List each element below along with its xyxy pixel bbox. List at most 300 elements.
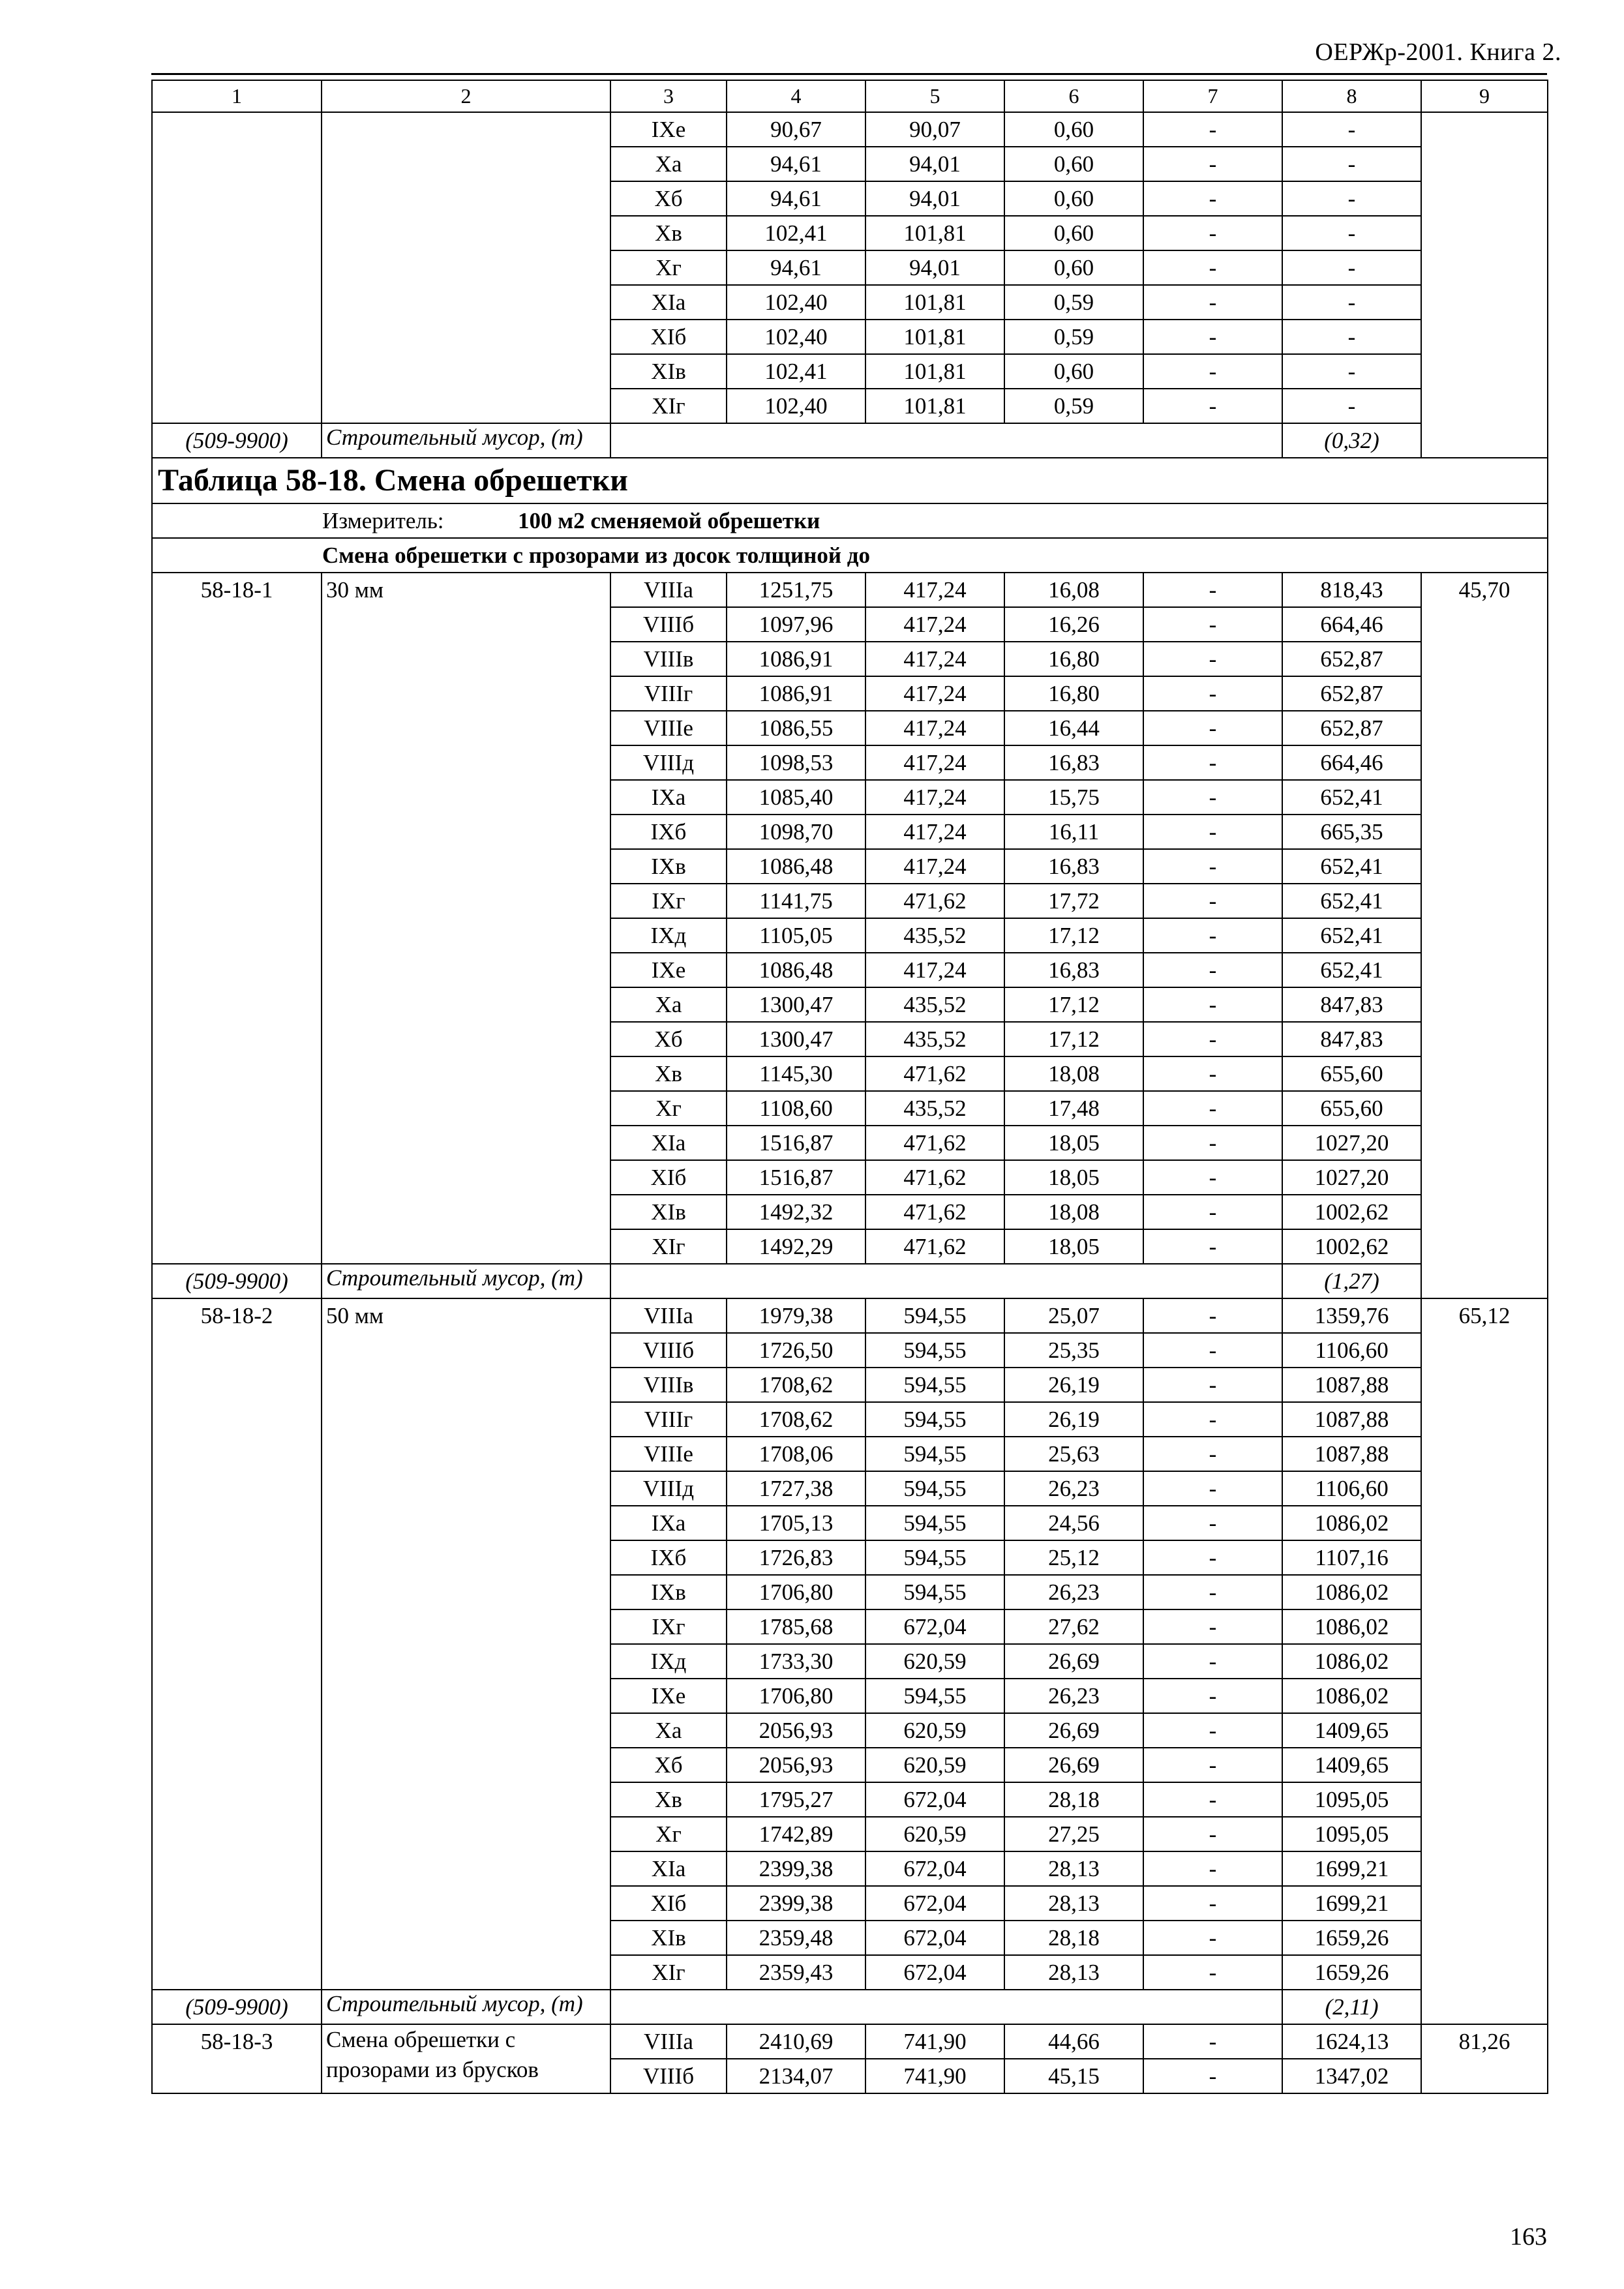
resource-class-cell: IXд (610, 918, 727, 953)
materials-cell: 1086,02 (1282, 1609, 1421, 1644)
materials-cell: 1659,26 (1282, 1921, 1421, 1955)
drivers-wages-cell: - (1143, 1851, 1282, 1886)
rates-table-container (151, 80, 1547, 2094)
section-subheading: Смена обрешетки с прозорами из досок толщиной до (152, 538, 1548, 573)
wages-cell: 471,62 (865, 1160, 1004, 1195)
total-cost-cell: 1105,05 (727, 918, 865, 953)
drivers-wages-cell: - (1143, 354, 1282, 389)
wages-cell: 672,04 (865, 1851, 1004, 1886)
materials-cell: 1106,60 (1282, 1471, 1421, 1506)
resource-class-cell: VIIIв (610, 1368, 727, 1402)
waste-code-cell: (509-9900) (152, 1264, 322, 1298)
total-cost-cell: 2410,69 (727, 2024, 865, 2059)
drivers-wages-cell: - (1143, 1471, 1282, 1506)
resource-class-cell: IXг (610, 1609, 727, 1644)
drivers-wages-cell: - (1143, 1713, 1282, 1748)
drivers-wages-cell: - (1143, 573, 1282, 607)
drivers-wages-cell: - (1143, 1229, 1282, 1264)
labor-cost-cell (1421, 112, 1548, 458)
machines-cell: 16,26 (1004, 607, 1143, 642)
wages-cell: 620,59 (865, 1713, 1004, 1748)
drivers-wages-cell: - (1143, 987, 1282, 1022)
document-header-title: ОЕРЖр-2001. Книга 2. (1315, 38, 1561, 66)
total-cost-cell: 1785,68 (727, 1609, 865, 1644)
machines-cell: 17,12 (1004, 1022, 1143, 1056)
materials-cell: - (1282, 285, 1421, 320)
wages-cell: 417,24 (865, 953, 1004, 987)
machines-cell: 16,11 (1004, 815, 1143, 849)
wages-cell: 435,52 (865, 987, 1004, 1022)
total-cost-cell: 1098,70 (727, 815, 865, 849)
machines-cell: 44,66 (1004, 2024, 1143, 2059)
resource-class-cell: VIIIе (610, 1437, 727, 1471)
resource-class-cell: VIIIа (610, 573, 727, 607)
materials-cell: 652,87 (1282, 711, 1421, 745)
wages-cell: 101,81 (865, 389, 1004, 423)
header-rule (151, 73, 1547, 75)
drivers-wages-cell: - (1143, 1402, 1282, 1437)
materials-cell: 652,41 (1282, 884, 1421, 918)
drivers-wages-cell: - (1143, 1160, 1282, 1195)
total-cost-cell: 1706,80 (727, 1679, 865, 1713)
total-cost-cell: 102,41 (727, 216, 865, 250)
resource-class-cell: Xб (610, 1022, 727, 1056)
materials-cell: 1347,02 (1282, 2059, 1421, 2093)
total-cost-cell: 1706,80 (727, 1575, 865, 1609)
column-number-cell: 3 (610, 80, 727, 112)
waste-code-cell: (509-9900) (152, 1990, 322, 2024)
machines-cell: 0,59 (1004, 389, 1143, 423)
resource-class-cell: Xг (610, 1817, 727, 1851)
resource-class-cell: IXб (610, 1540, 727, 1575)
resource-class-cell: Xг (610, 1091, 727, 1126)
materials-cell: - (1282, 216, 1421, 250)
machines-cell: 26,23 (1004, 1575, 1143, 1609)
table-cell (610, 423, 1282, 458)
total-cost-cell: 1795,27 (727, 1782, 865, 1817)
resource-class-cell: Xв (610, 1056, 727, 1091)
wages-cell: 94,01 (865, 147, 1004, 181)
resource-class-cell: VIIIе (610, 711, 727, 745)
materials-cell: 1087,88 (1282, 1402, 1421, 1437)
resource-class-cell: XIб (610, 320, 727, 354)
measure-label: Измеритель: (322, 508, 444, 533)
machines-cell: 17,48 (1004, 1091, 1143, 1126)
total-cost-cell: 94,61 (727, 147, 865, 181)
machines-cell: 26,23 (1004, 1471, 1143, 1506)
work-name-cell: 30 мм (322, 573, 610, 1264)
materials-cell: 652,41 (1282, 953, 1421, 987)
materials-cell: 1095,05 (1282, 1782, 1421, 1817)
machines-cell: 0,60 (1004, 250, 1143, 285)
total-cost-cell: 1516,87 (727, 1160, 865, 1195)
machines-cell: 18,08 (1004, 1056, 1143, 1091)
drivers-wages-cell: - (1143, 1748, 1282, 1782)
materials-cell: - (1282, 147, 1421, 181)
machines-cell: 0,60 (1004, 354, 1143, 389)
resource-class-cell: XIв (610, 1921, 727, 1955)
total-cost-cell: 1492,29 (727, 1229, 865, 1264)
drivers-wages-cell: - (1143, 1056, 1282, 1091)
machines-cell: 26,69 (1004, 1713, 1143, 1748)
drivers-wages-cell: - (1143, 1195, 1282, 1229)
total-cost-cell: 1086,91 (727, 676, 865, 711)
drivers-wages-cell: - (1143, 1886, 1282, 1921)
wages-cell: 594,55 (865, 1575, 1004, 1609)
resource-class-cell: VIIIд (610, 745, 727, 780)
machines-cell: 16,83 (1004, 849, 1143, 884)
total-cost-cell: 1141,75 (727, 884, 865, 918)
materials-cell: 1087,88 (1282, 1437, 1421, 1471)
materials-cell: 664,46 (1282, 607, 1421, 642)
total-cost-cell: 1733,30 (727, 1644, 865, 1679)
resource-class-cell: XIв (610, 1195, 727, 1229)
labor-cost-cell: 81,26 (1421, 2024, 1548, 2093)
resource-class-cell: VIIIг (610, 676, 727, 711)
total-cost-cell: 1300,47 (727, 1022, 865, 1056)
total-cost-cell: 90,67 (727, 112, 865, 147)
machines-cell: 0,60 (1004, 181, 1143, 216)
resource-class-cell: Xв (610, 216, 727, 250)
materials-cell: 818,43 (1282, 573, 1421, 607)
materials-cell: 1095,05 (1282, 1817, 1421, 1851)
drivers-wages-cell: - (1143, 250, 1282, 285)
materials-cell: 1699,21 (1282, 1886, 1421, 1921)
total-cost-cell: 1726,50 (727, 1333, 865, 1368)
drivers-wages-cell: - (1143, 1955, 1282, 1990)
resource-class-cell: IXе (610, 953, 727, 987)
waste-value-cell: (2,11) (1282, 1990, 1421, 2024)
wages-cell: 672,04 (865, 1955, 1004, 1990)
measure-value: 100 м2 сменяемой обрешетки (518, 508, 820, 533)
table-title: Таблица 58-18. Смена обрешетки (152, 458, 1548, 503)
wages-cell: 672,04 (865, 1609, 1004, 1644)
total-cost-cell: 1979,38 (727, 1298, 865, 1333)
resource-class-cell: Xб (610, 1748, 727, 1782)
drivers-wages-cell: - (1143, 849, 1282, 884)
wages-cell: 417,24 (865, 573, 1004, 607)
total-cost-cell: 1145,30 (727, 1056, 865, 1091)
waste-code-cell: (509-9900) (152, 423, 322, 458)
wages-cell: 101,81 (865, 354, 1004, 389)
total-cost-cell: 1492,32 (727, 1195, 865, 1229)
wages-cell: 101,81 (865, 216, 1004, 250)
machines-cell: 26,19 (1004, 1402, 1143, 1437)
machines-cell: 28,13 (1004, 1955, 1143, 1990)
materials-cell: 664,46 (1282, 745, 1421, 780)
total-cost-cell: 2399,38 (727, 1886, 865, 1921)
table-cell (610, 1990, 1282, 2024)
wages-cell: 672,04 (865, 1782, 1004, 1817)
materials-cell: - (1282, 181, 1421, 216)
drivers-wages-cell: - (1143, 1022, 1282, 1056)
labor-cost-cell: 65,12 (1421, 1298, 1548, 2024)
labor-cost-cell: 45,70 (1421, 573, 1548, 1298)
machines-cell: 28,18 (1004, 1782, 1143, 1817)
total-cost-cell: 1708,62 (727, 1368, 865, 1402)
resource-class-cell: VIIIв (610, 642, 727, 676)
total-cost-cell: 1097,96 (727, 607, 865, 642)
machines-cell: 25,63 (1004, 1437, 1143, 1471)
wages-cell: 417,24 (865, 780, 1004, 815)
total-cost-cell: 1251,75 (727, 573, 865, 607)
total-cost-cell: 2056,93 (727, 1748, 865, 1782)
drivers-wages-cell: - (1143, 711, 1282, 745)
total-cost-cell: 2359,48 (727, 1921, 865, 1955)
drivers-wages-cell: - (1143, 320, 1282, 354)
drivers-wages-cell: - (1143, 1817, 1282, 1851)
machines-cell: 16,83 (1004, 953, 1143, 987)
resource-class-cell: Xб (610, 181, 727, 216)
drivers-wages-cell: - (1143, 1921, 1282, 1955)
waste-value-cell: (0,32) (1282, 423, 1421, 458)
machines-cell: 17,12 (1004, 918, 1143, 953)
materials-cell: 655,60 (1282, 1091, 1421, 1126)
machines-cell: 28,18 (1004, 1921, 1143, 1955)
drivers-wages-cell: - (1143, 953, 1282, 987)
drivers-wages-cell: - (1143, 216, 1282, 250)
total-cost-cell: 1742,89 (727, 1817, 865, 1851)
materials-cell: 652,41 (1282, 918, 1421, 953)
resource-class-cell: IXд (610, 1644, 727, 1679)
column-number-cell: 9 (1421, 80, 1548, 112)
drivers-wages-cell: - (1143, 147, 1282, 181)
table-title-row (152, 458, 1548, 503)
drivers-wages-cell: - (1143, 1782, 1282, 1817)
materials-cell: 652,41 (1282, 780, 1421, 815)
materials-cell: 847,83 (1282, 1022, 1421, 1056)
wages-cell: 417,24 (865, 711, 1004, 745)
wages-cell: 435,52 (865, 1091, 1004, 1126)
total-cost-cell: 2056,93 (727, 1713, 865, 1748)
wages-cell: 417,24 (865, 745, 1004, 780)
materials-cell: - (1282, 250, 1421, 285)
materials-cell: 1002,62 (1282, 1195, 1421, 1229)
rates-table-body (152, 80, 1548, 2093)
machines-cell: 15,75 (1004, 780, 1143, 815)
total-cost-cell: 94,61 (727, 250, 865, 285)
drivers-wages-cell: - (1143, 1126, 1282, 1160)
drivers-wages-cell: - (1143, 1437, 1282, 1471)
drivers-wages-cell: - (1143, 1609, 1282, 1644)
waste-row (152, 423, 1548, 458)
wages-cell: 594,55 (865, 1298, 1004, 1333)
column-number-cell: 4 (727, 80, 865, 112)
column-number-cell: 2 (322, 80, 610, 112)
materials-cell: 652,87 (1282, 642, 1421, 676)
wages-cell: 594,55 (865, 1471, 1004, 1506)
materials-cell: 1027,20 (1282, 1126, 1421, 1160)
resource-class-cell: VIIIг (610, 1402, 727, 1437)
wages-cell: 672,04 (865, 1886, 1004, 1921)
total-cost-cell: 1705,13 (727, 1506, 865, 1540)
wages-cell: 101,81 (865, 285, 1004, 320)
total-cost-cell: 102,41 (727, 354, 865, 389)
resource-class-cell: Xв (610, 1782, 727, 1817)
resource-class-cell: IXб (610, 815, 727, 849)
drivers-wages-cell: - (1143, 2024, 1282, 2059)
wages-cell: 741,90 (865, 2024, 1004, 2059)
drivers-wages-cell: - (1143, 1540, 1282, 1575)
total-cost-cell: 1086,55 (727, 711, 865, 745)
drivers-wages-cell: - (1143, 389, 1282, 423)
drivers-wages-cell: - (1143, 1368, 1282, 1402)
total-cost-cell: 1727,38 (727, 1471, 865, 1506)
page-number: 163 (1510, 2223, 1547, 2251)
machines-cell: 0,59 (1004, 285, 1143, 320)
rate-code-cell: 58-18-1 (152, 573, 322, 1264)
resource-class-cell: XIб (610, 1160, 727, 1195)
machines-cell: 18,08 (1004, 1195, 1143, 1229)
resource-class-cell: IXа (610, 780, 727, 815)
column-number-cell: 8 (1282, 80, 1421, 112)
resource-class-cell: VIIIд (610, 1471, 727, 1506)
materials-cell: - (1282, 112, 1421, 147)
wages-cell: 741,90 (865, 2059, 1004, 2093)
total-cost-cell: 94,61 (727, 181, 865, 216)
wages-cell: 594,55 (865, 1506, 1004, 1540)
resource-class-cell: XIг (610, 1229, 727, 1264)
resource-class-cell: IXв (610, 849, 727, 884)
total-cost-cell: 1726,83 (727, 1540, 865, 1575)
work-name-cell (322, 112, 610, 423)
wages-cell: 594,55 (865, 1333, 1004, 1368)
wages-cell: 471,62 (865, 1229, 1004, 1264)
subheading-row (152, 538, 1548, 573)
resource-class-cell: IXа (610, 1506, 727, 1540)
resource-class-cell: Xа (610, 1713, 727, 1748)
table-row (152, 573, 1548, 607)
wages-cell: 471,62 (865, 1126, 1004, 1160)
resource-class-cell: XIа (610, 1126, 727, 1160)
wages-cell: 672,04 (865, 1921, 1004, 1955)
wages-cell: 620,59 (865, 1644, 1004, 1679)
drivers-wages-cell: - (1143, 607, 1282, 642)
drivers-wages-cell: - (1143, 1506, 1282, 1540)
machines-cell: 17,12 (1004, 987, 1143, 1022)
total-cost-cell: 1300,47 (727, 987, 865, 1022)
materials-cell: 652,41 (1282, 849, 1421, 884)
resource-class-cell: XIг (610, 389, 727, 423)
measure-row (152, 503, 1548, 538)
wages-cell: 620,59 (865, 1817, 1004, 1851)
total-cost-cell: 2399,38 (727, 1851, 865, 1886)
resource-class-cell: VIIIа (610, 2024, 727, 2059)
wages-cell: 594,55 (865, 1368, 1004, 1402)
wages-cell: 417,24 (865, 849, 1004, 884)
wages-cell: 417,24 (865, 642, 1004, 676)
machines-cell: 0,59 (1004, 320, 1143, 354)
total-cost-cell: 2134,07 (727, 2059, 865, 2093)
materials-cell: 1087,88 (1282, 1368, 1421, 1402)
column-number-cell: 6 (1004, 80, 1143, 112)
machines-cell: 0,60 (1004, 216, 1143, 250)
drivers-wages-cell: - (1143, 918, 1282, 953)
machines-cell: 27,25 (1004, 1817, 1143, 1851)
materials-cell: 665,35 (1282, 815, 1421, 849)
drivers-wages-cell: - (1143, 1679, 1282, 1713)
wages-cell: 594,55 (865, 1540, 1004, 1575)
machines-cell: 45,15 (1004, 2059, 1143, 2093)
materials-cell: 1106,60 (1282, 1333, 1421, 1368)
drivers-wages-cell: - (1143, 285, 1282, 320)
table-row (152, 1298, 1548, 1333)
wages-cell: 94,01 (865, 181, 1004, 216)
materials-cell: 1359,76 (1282, 1298, 1421, 1333)
total-cost-cell: 102,40 (727, 320, 865, 354)
drivers-wages-cell: - (1143, 1091, 1282, 1126)
machines-cell: 16,44 (1004, 711, 1143, 745)
wages-cell: 435,52 (865, 918, 1004, 953)
total-cost-cell: 102,40 (727, 285, 865, 320)
total-cost-cell: 1086,48 (727, 953, 865, 987)
resource-class-cell: IXе (610, 1679, 727, 1713)
resource-class-cell: Xг (610, 250, 727, 285)
wages-cell: 471,62 (865, 884, 1004, 918)
drivers-wages-cell: - (1143, 815, 1282, 849)
resource-class-cell: XIб (610, 1886, 727, 1921)
machines-cell: 26,23 (1004, 1679, 1143, 1713)
materials-cell: 847,83 (1282, 987, 1421, 1022)
machines-cell: 18,05 (1004, 1126, 1143, 1160)
resource-class-cell: XIв (610, 354, 727, 389)
waste-name-cell: Строительный мусор, (т) (322, 1990, 610, 2024)
wages-cell: 594,55 (865, 1437, 1004, 1471)
drivers-wages-cell: - (1143, 676, 1282, 711)
work-name-cell: 50 мм (322, 1298, 610, 1990)
total-cost-cell: 1708,62 (727, 1402, 865, 1437)
machines-cell: 27,62 (1004, 1609, 1143, 1644)
table-row (152, 2024, 1548, 2059)
materials-cell: - (1282, 354, 1421, 389)
materials-cell: 1699,21 (1282, 1851, 1421, 1886)
wages-cell: 594,55 (865, 1402, 1004, 1437)
machines-cell: 26,69 (1004, 1644, 1143, 1679)
wages-cell: 94,01 (865, 250, 1004, 285)
wages-cell: 417,24 (865, 676, 1004, 711)
drivers-wages-cell: - (1143, 1298, 1282, 1333)
materials-cell: 1624,13 (1282, 2024, 1421, 2059)
wages-cell: 435,52 (865, 1022, 1004, 1056)
resource-class-cell: IXе (610, 112, 727, 147)
column-number-cell: 5 (865, 80, 1004, 112)
materials-cell: 1002,62 (1282, 1229, 1421, 1264)
waste-row (152, 1264, 1548, 1298)
materials-cell: 1409,65 (1282, 1748, 1421, 1782)
machines-cell: 16,80 (1004, 676, 1143, 711)
table-cell (610, 1264, 1282, 1298)
wages-cell: 471,62 (865, 1056, 1004, 1091)
materials-cell: 1086,02 (1282, 1506, 1421, 1540)
machines-cell: 0,60 (1004, 112, 1143, 147)
waste-name-cell: Строительный мусор, (т) (322, 1264, 610, 1298)
machines-cell: 25,07 (1004, 1298, 1143, 1333)
drivers-wages-cell: - (1143, 745, 1282, 780)
column-number-cell: 7 (1143, 80, 1282, 112)
waste-name-cell: Строительный мусор, (т) (322, 423, 610, 458)
machines-cell: 16,80 (1004, 642, 1143, 676)
column-number-cell: 1 (152, 80, 322, 112)
resource-class-cell: Xа (610, 147, 727, 181)
resource-class-cell: XIг (610, 1955, 727, 1990)
machines-cell: 0,60 (1004, 147, 1143, 181)
wages-cell: 594,55 (865, 1679, 1004, 1713)
resource-class-cell: IXг (610, 884, 727, 918)
rate-code-cell: 58-18-2 (152, 1298, 322, 1990)
total-cost-cell: 2359,43 (727, 1955, 865, 1990)
wages-cell: 417,24 (865, 815, 1004, 849)
resource-class-cell: VIIIб (610, 2059, 727, 2093)
